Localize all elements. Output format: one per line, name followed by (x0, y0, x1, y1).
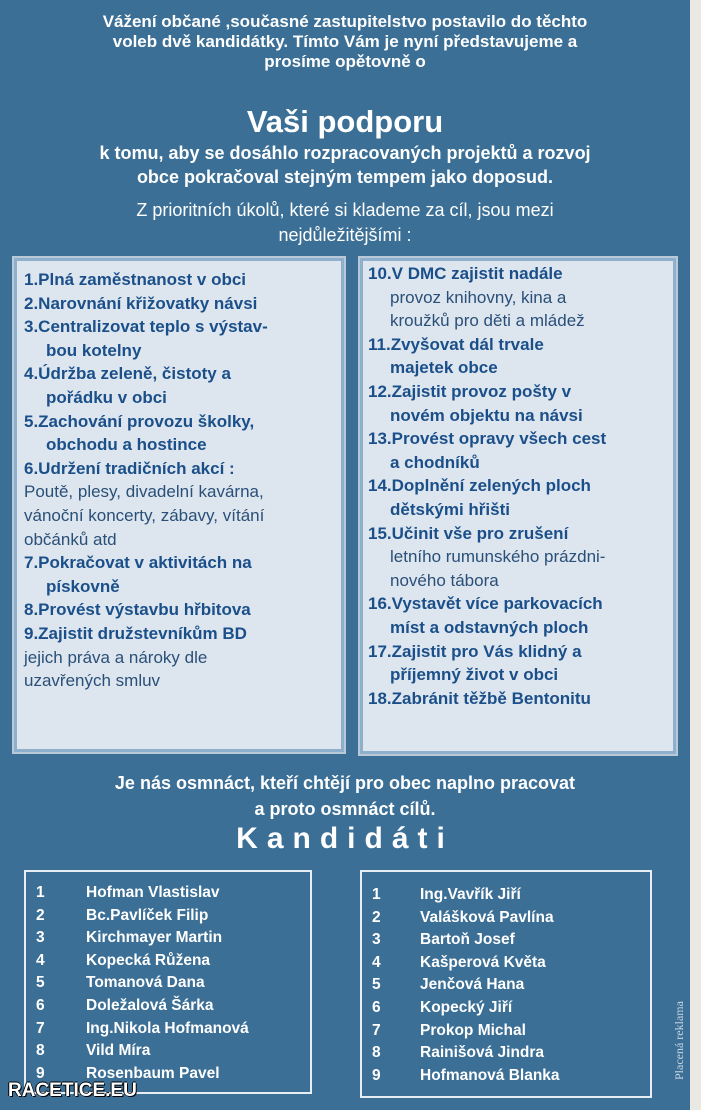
candidate-name: Ing.Vavřík Jiří (420, 886, 521, 903)
closing-line: Je nás osmnáct, kteří chtějí pro obec naplno pracovat (114, 773, 576, 793)
goal-item (368, 380, 673, 427)
goal-title: 6.Udržení tradičních akcí : (24, 458, 235, 478)
intro-line: Z prioritních úkolů, které si klademe za cíl, jsou mezi (136, 200, 554, 220)
candidate-name: Vild Míra (86, 1042, 151, 1060)
goal-title-cont: příjemný život v obci (390, 665, 559, 685)
candidate-row (26, 905, 249, 928)
intro-text-2 (20, 141, 670, 189)
goal-item (24, 551, 339, 598)
candidate-name: Hofmanová Blanka (420, 1066, 560, 1084)
candidate-row (26, 950, 249, 973)
candidate-number: 1 (36, 884, 45, 901)
candidate-number: 5 (372, 976, 381, 994)
intro-line: Vážení občané ,současné zastupitelstvo postavilo do těchto (102, 12, 588, 31)
candidate-row (362, 1020, 560, 1043)
candidate-row (26, 927, 249, 950)
intro-line: obce pokračoval stejným tempem jako doposud. (136, 167, 554, 187)
candidate-name: Kopecký Jiří (420, 998, 513, 1016)
goal-title: 17.Zajistit pro Vás klidný a (368, 641, 582, 661)
goal-title: 11.Zvyšovat dál trvale (368, 334, 544, 354)
goal-item (24, 410, 339, 457)
candidate-number: 6 (36, 996, 45, 1014)
candidate-number: 1 (372, 886, 381, 903)
candidate-name: Tomanová Dana (86, 974, 205, 992)
intro-line: prosíme opětovně o (264, 52, 426, 71)
goal-title: 10.V DMC zajistit nadále (368, 264, 563, 283)
closing-text (20, 770, 670, 822)
goal-item (368, 592, 673, 639)
candidate-name: Valášková Pavlína (420, 908, 554, 926)
intro-text-3 (20, 198, 670, 248)
goal-item (24, 622, 339, 693)
candidate-name: Bc.Pavlíček Filip (86, 906, 209, 924)
candidate-name: Doležalová Šárka (86, 996, 214, 1014)
goal-item (368, 687, 673, 711)
goal-item (24, 292, 339, 316)
candidate-row (26, 972, 249, 995)
goal-title: 2.Narovnání křižovatky návsi (24, 293, 258, 313)
goal-item (24, 457, 339, 551)
goal-item (24, 362, 339, 409)
candidate-number: 2 (36, 906, 45, 924)
watermark: RACETICE.EU (8, 1080, 137, 1101)
candidate-row (362, 907, 560, 930)
intro-text (20, 12, 670, 72)
candidate-name: Kopecká Růžena (86, 951, 211, 969)
goal-title-cont: bou kotelny (46, 340, 142, 360)
candidate-name: Kirchmayer Martin (86, 929, 223, 947)
goal-title: 3.Centralizovat teplo s výstav- (24, 317, 268, 337)
candidate-row (362, 952, 560, 975)
candidate-number: 6 (372, 998, 381, 1016)
candidate-row (362, 1065, 560, 1088)
candidate-row (362, 929, 560, 952)
goal-title: 16.Vystavět více parkovacích (368, 594, 603, 614)
candidate-name: Kašperová Květa (420, 953, 546, 971)
candidate-number: 8 (36, 1042, 45, 1060)
candidate-name: Hofman Vlastislav (86, 884, 220, 901)
goals-panel-left (12, 256, 346, 754)
goal-title-cont: obchodu a hostince (46, 435, 207, 455)
candidate-number: 9 (372, 1066, 381, 1084)
candidate-row (26, 995, 249, 1018)
goal-detail: letního rumunského prázdni- (390, 547, 606, 567)
goal-title-cont: majetek obce (390, 358, 498, 378)
headline: Vaši podporu (246, 104, 444, 139)
candidate-number: 7 (36, 1019, 45, 1037)
candidate-name: Bartoň Josef (420, 931, 515, 949)
goal-title: 4.Údržba zeleně, čistoty a (24, 364, 231, 384)
goal-item (368, 640, 673, 687)
goal-item (368, 262, 673, 333)
candidate-row (362, 884, 560, 907)
goal-title-cont: novém objektu na návsi (390, 405, 583, 425)
goals-panel-right (358, 256, 678, 756)
goal-title-cont: dětskými hřišti (390, 499, 510, 519)
goal-title: 9.Zajistit družstevníkům BD (24, 623, 247, 643)
goal-title-cont: míst a odstavných ploch (390, 617, 589, 637)
candidate-row (26, 1040, 249, 1063)
closing-line: a proto osmnáct cílů. (254, 799, 436, 819)
goal-title: 18.Zabránit těžbě Bentonitu (368, 688, 591, 708)
poster-edge (690, 0, 701, 1110)
candidate-name: Ing.Nikola Hofmanová (86, 1019, 249, 1037)
goals-list-left (24, 268, 339, 693)
paid-ad-note: Placená reklama (672, 1001, 686, 1080)
candidate-number: 9 (36, 1064, 45, 1082)
goal-title: 1.Plná zaměstnanost v obci (24, 270, 247, 289)
goal-title: 8.Provést výstavbu hřbitova (24, 600, 251, 620)
goal-item (24, 315, 339, 362)
intro-line: nejdůležitějšími : (278, 225, 412, 245)
candidate-row (26, 1018, 249, 1041)
candidate-row (26, 882, 249, 905)
candidate-row (362, 974, 560, 997)
candidate-name: Rosenbaum Pavel (86, 1064, 220, 1082)
goal-detail: uzavřených smluv (24, 671, 161, 691)
goal-detail: vánoční koncerty, zábavy, vítání (24, 505, 265, 525)
candidate-name: Rainišová Jindra (420, 1044, 545, 1062)
goal-item (368, 522, 673, 593)
candidate-number: 3 (372, 931, 381, 949)
goal-title: 13.Provést opravy všech cest (368, 429, 607, 449)
candidate-number: 8 (372, 1044, 381, 1062)
candidate-row (362, 997, 560, 1020)
candidate-name: Prokop Michal (420, 1021, 526, 1039)
goal-title: 15.Učinit vše pro zrušení (368, 523, 569, 543)
candidate-list-left (24, 870, 312, 1094)
goal-item (24, 598, 339, 622)
candidate-row (362, 1042, 560, 1065)
candidate-number: 2 (372, 908, 381, 926)
goal-title-cont: pískovně (46, 576, 120, 596)
candidate-number: 5 (36, 974, 45, 992)
intro-line: voleb dvě kandidátky. Tímto Vám je nyní představujeme a (112, 32, 578, 51)
goal-item (368, 474, 673, 521)
candidate-list-right (360, 870, 652, 1098)
goal-detail: občánků atd (24, 529, 117, 549)
intro-line: k tomu, aby se dosáhlo rozpracovaných projektů a rozvoj (99, 143, 591, 163)
goal-title: 5.Zachování provozu školky, (24, 411, 255, 431)
candidate-number: 4 (36, 951, 45, 969)
goals-list-right (368, 262, 673, 710)
goal-title: 12.Zajistit provoz pošty v (368, 381, 572, 401)
goal-title: 14.Doplnění zelených ploch (368, 476, 591, 496)
goal-title: 7.Pokračovat v aktivitách na (24, 553, 252, 573)
goal-detail: nového tábora (390, 570, 499, 590)
goal-item (24, 268, 339, 292)
goal-detail: provoz knihovny, kina a (390, 287, 567, 307)
goal-title-cont: pořádku v obci (46, 387, 167, 407)
candidate-number: 3 (36, 929, 45, 947)
goal-title-cont: a chodníků (390, 452, 480, 472)
goal-item (368, 333, 673, 380)
candidate-number: 7 (372, 1021, 381, 1039)
goal-detail: kroužků pro děti a mládež (390, 311, 585, 331)
candidate-name: Jenčová Hana (420, 976, 525, 994)
candidates-title: Kandidáti (236, 822, 454, 855)
candidate-number: 4 (372, 953, 381, 971)
goal-detail: Poutě, plesy, divadelní kavárna, (24, 482, 264, 502)
goal-detail: jejich práva a nároky dle (24, 647, 208, 667)
goal-item (368, 427, 673, 474)
